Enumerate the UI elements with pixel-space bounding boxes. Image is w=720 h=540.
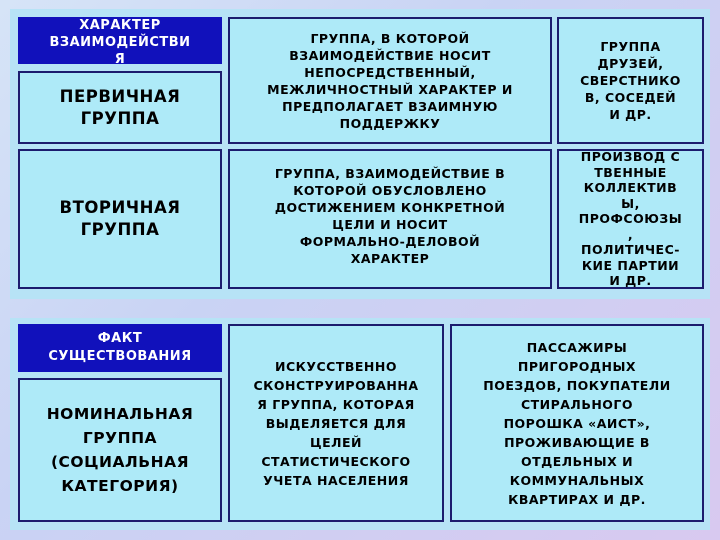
primary-group-examples: ГРУППА ДРУЗЕЙ, СВЕРСТНИКО В, СОСЕДЕЙ И ДР. <box>557 17 704 144</box>
nominal-group-title: НОМИНАЛЬНАЯ ГРУППА (СОЦИАЛЬНАЯ КАТЕГОРИЯ) <box>18 378 222 522</box>
primary-group-title: ПЕРВИЧНАЯ ГРУППА <box>18 71 222 144</box>
nominal-group-definition: ИСКУССТВЕННО СКОНСТРУИРОВАННА Я ГРУППА, КОТОРАЯ ВЫДЕЛЯЕТСЯ ДЛЯ ЦЕЛЕЙ СТАТИСТИЧЕСКОГО УЧЕТА НАСЕЛЕНИЯ <box>228 324 444 522</box>
secondary-group-title: ВТОРИЧНАЯ ГРУППА <box>18 149 222 289</box>
header-interaction-character: ХАРАКТЕР ВЗАИМОДЕЙСТВИ Я <box>18 17 222 64</box>
primary-group-definition: ГРУППА, В КОТОРОЙ ВЗАИМОДЕЙСТВИЕ НОСИТ НЕПОСРЕДСТВЕННЫЙ, МЕЖЛИЧНОСТНЫЙ ХАРАКТЕР И ПРЕДПОЛАГАЕТ ВЗАИМНУЮ ПОДДЕРЖКУ <box>228 17 552 144</box>
header-existence-fact: ФАКТ СУЩЕСТВОВАНИЯ <box>18 324 222 372</box>
nominal-group-examples: ПАССАЖИРЫ ПРИГОРОДНЫХ ПОЕЗДОВ, ПОКУПАТЕЛИ СТИРАЛЬНОГО ПОРОШКА «АИСТ», ПРОЖИВАЮЩИЕ В ОТДЕЛЬНЫХ И КОММУНАЛЬНЫХ КВАРТИРАХ И ДР. <box>450 324 704 522</box>
secondary-group-definition: ГРУППА, ВЗАИМОДЕЙСТВИЕ В КОТОРОЙ ОБУСЛОВЛЕНО ДОСТИЖЕНИЕМ КОНКРЕТНОЙ ЦЕЛИ И НОСИТ ФОРМАЛЬНО-ДЕЛОВОЙ ХАРАКТЕР <box>228 149 552 289</box>
secondary-group-examples: ПРОИЗВОД С ТВЕННЫЕ КОЛЛЕКТИВ Ы, ПРОФСОЮЗЫ , ПОЛИТИЧЕС- КИЕ ПАРТИИ И ДР. <box>557 149 704 289</box>
